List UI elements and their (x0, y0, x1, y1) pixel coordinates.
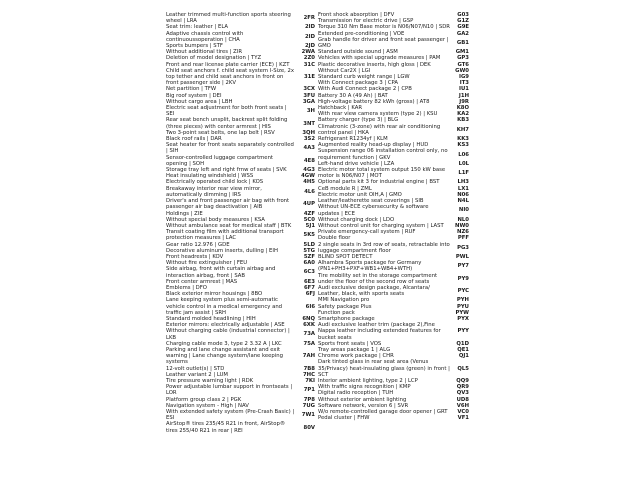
option-description: High-voltage battery 82 kWh (gross) | AT8 (318, 98, 430, 105)
option-description: Chrome work package | CHR (318, 353, 394, 360)
option-description: Charging cable mode 3, type 2 3.32 A | LKC (166, 340, 282, 347)
option-description: Hatchback | KAR (318, 105, 362, 112)
option-description: Optional parts kit 3 for industrial engine | BST (318, 179, 440, 186)
option-code: GM1 (455, 49, 469, 56)
option-code: GW0 (455, 67, 469, 74)
option-code: NI0 (458, 207, 469, 214)
option-row (318, 242, 469, 254)
option-code: IU1 (459, 86, 469, 93)
option-row (166, 117, 315, 129)
option-description: Digital radio reception | TUH (318, 390, 394, 397)
option-row (166, 142, 315, 154)
option-code: 4E8 (304, 157, 315, 164)
option-row (166, 155, 315, 167)
option-description: Without charging cable (industrial connector) | LKB (166, 328, 290, 341)
option-code: LH3 (457, 179, 469, 186)
option-description: Big roof system | DEI (166, 92, 222, 99)
option-description: Transmission for electric drive | GSP (318, 18, 414, 25)
option-description: Side airbag, front with curtain airbag and interaction airbag, front | SAB (166, 266, 276, 279)
option-row (318, 167, 469, 179)
option-code: 6F7 (304, 284, 315, 291)
option-description: Emblems | DFO (166, 284, 207, 291)
option-description: CeB module R | ZML (318, 185, 372, 192)
option-code: PY9 (457, 275, 469, 282)
option-code: PYW (455, 309, 469, 316)
option-row (166, 266, 315, 278)
option-description: Augmented reality head-up display | HUD (318, 142, 429, 149)
option-code: 4ZF (303, 210, 315, 217)
option-code: GP3 (457, 55, 469, 62)
option-code: PYU (456, 303, 469, 310)
option-description: Double floor (318, 235, 351, 242)
option-row (166, 31, 315, 43)
option-description: 2 single seats in 3rd row of seats, retractable into luggage compartment floor (318, 241, 450, 254)
option-description: Tray areas package 1 | ALG (318, 346, 391, 353)
option-code: PWL (455, 253, 469, 260)
option-code: 2JD (304, 43, 315, 50)
option-description: Leather trimmed multi-function sports steering wheel | LRA (166, 12, 291, 25)
option-code: 3GA (302, 98, 315, 105)
option-code: 4UP (303, 201, 315, 208)
option-description: Battery charger (type 3) | BLG (318, 117, 399, 124)
option-code: 5J1 (305, 222, 315, 229)
option-code: QQ9 (456, 377, 469, 384)
option-code: 4A3 (303, 145, 315, 152)
option-description: Standard outside sound | ASM (318, 49, 398, 56)
option-description: Climatronic (3-zone) with rear air conditioning control panel | HKA (318, 123, 441, 136)
option-row (318, 285, 469, 297)
option-code: 3NT (303, 120, 315, 127)
option-code: G03 (457, 12, 469, 18)
option-code: 6I6 (305, 303, 315, 310)
option-description: Alhambra Sports package for Germany (PN1+PH3+PXF+WB1+WB4+WTH) (318, 260, 422, 273)
option-row (166, 297, 315, 316)
option-description: Adaptive chassis control with continuoussoperation | CHA (166, 30, 244, 43)
left-column (166, 12, 315, 434)
option-description: Without cargo area | LBH (166, 98, 233, 105)
option-code: N4L (457, 198, 469, 205)
option-row (166, 409, 315, 421)
option-code: N06 (457, 191, 469, 198)
option-code: VF1 (457, 415, 469, 422)
option-code: QV3 (456, 390, 469, 397)
option-description: Front headrests | KOV (166, 253, 224, 260)
option-description: Lane keeping system plus semi-automatic vehicle control in a medical emergency and traffic jam assist | SRH (166, 297, 283, 316)
option-description: Transit coating film with additional transport protection measures | LAC (166, 229, 284, 242)
option-description: Sensor-controlled luggage compartment opening | SOH (166, 154, 273, 167)
option-description: With traffic signs recognition | KMP (318, 384, 411, 391)
option-code: L0L (458, 160, 469, 167)
option-code: 2WA (301, 49, 315, 56)
option-code: 3FU (303, 92, 315, 99)
option-code: 4H5 (303, 179, 315, 186)
option-description: Front center armrest | MAS (166, 278, 238, 285)
option-code: GT6 (457, 61, 469, 68)
option-description: Pedal cluster | FHW (318, 415, 370, 422)
option-description: Navigation system - High | NAV (166, 402, 249, 409)
option-code: PYX (457, 315, 469, 322)
option-description: Torque 310 Nm Base motor is N06/N07/N10 | SDR (318, 24, 450, 31)
option-code: 5LD (303, 241, 315, 248)
option-description: Function pack (318, 309, 355, 316)
option-description: 12-volt outlet(s) | STD (166, 365, 225, 372)
option-code: VC0 (457, 409, 469, 415)
option-code: NW0 (455, 222, 469, 229)
option-description: Tire pressure warning light | RDK (166, 377, 254, 384)
option-code: PG3 (457, 244, 469, 251)
option-description: Two 3-point seat belts, one lap belt | RSV (166, 129, 275, 136)
option-code: QE1 (457, 346, 469, 353)
option-description: Storage tray left and right frnw of seats | SVK (166, 167, 287, 174)
option-code: GA2 (456, 30, 469, 37)
option-row (166, 68, 315, 87)
option-description: Without additional tires | ZIR (166, 49, 243, 56)
option-code: 6XK (303, 322, 315, 329)
option-row (318, 148, 469, 160)
option-description: Extended pre-conditioning | VOE (318, 30, 405, 37)
option-description: Seat trim: leather | ELA (166, 24, 229, 31)
option-row (166, 421, 315, 433)
option-description: Standard curb weight range | LGW (318, 74, 410, 81)
option-description: Power adjustable lumbar support in frontseats | LOR (166, 384, 293, 397)
option-description: Parking and lane change assistant and exit warning | Lane change system/lane keeping systems (166, 346, 283, 366)
option-row (318, 415, 469, 421)
option-row (318, 322, 469, 341)
option-code: 3H (306, 108, 315, 115)
option-code: V6H (456, 402, 469, 409)
option-code: PYH (456, 297, 469, 304)
option-description: Without special body measures | KSA (166, 216, 265, 223)
option-description: Black exterior mirror housings | 8BO (166, 291, 263, 298)
option-description: Platform group class 2 | PGK (166, 396, 242, 403)
option-code: 6A0 (303, 260, 315, 267)
option-code: L06 (458, 151, 469, 158)
option-description: Breakaway interior rear view mirror, automatically dimming | IRS (166, 185, 262, 198)
option-code: 3CX (303, 86, 315, 93)
option-row (166, 328, 315, 340)
option-code: KA2 (457, 111, 469, 118)
option-description: Audi exclusive design package, Alcantara/ Leather, black, with sports seats (318, 284, 430, 298)
option-description: Safety package Plus (318, 303, 372, 310)
option-code: KS3 (457, 142, 469, 149)
option-code: 7W1 (301, 412, 315, 419)
option-code: 31E (304, 74, 315, 81)
option-description: Black roof rails | DAR (166, 136, 222, 143)
option-code: GB1 (456, 39, 469, 46)
option-description: Smartphone package (318, 315, 375, 322)
option-code: 2ID (304, 33, 315, 40)
option-description: Gear ratio 12.976 | GDE (166, 241, 230, 248)
option-code: PYC (457, 288, 469, 295)
option-code: L1F (458, 170, 469, 177)
option-description: Interior ambient lighting, type 2 | LCP (318, 377, 418, 384)
option-description: AirStop® tires 235/45 R21 in front, AirStop® tires 255/40 R21 in rear | REI (166, 421, 286, 434)
option-code: 7UG (302, 402, 315, 409)
option-row (318, 359, 469, 378)
option-description: Without ambulance seat for medical staff | BTK (166, 222, 292, 229)
option-code: 5ZF (303, 253, 315, 260)
option-row (166, 347, 315, 366)
option-row (166, 229, 315, 241)
option-code: QR9 (456, 384, 469, 391)
option-description: Child seat anchors f. child seat system I-Size, 2x top tether and child seat anchors in front on front passenger side | 2KV (166, 67, 294, 87)
option-description: Standard molded headlining | HIH (166, 315, 256, 322)
option-code: 80V (303, 424, 315, 431)
option-code: 7P1 (303, 387, 315, 394)
option-code: IG9 (458, 74, 469, 81)
option-code: J9R (459, 98, 469, 105)
option-code: QL5 (457, 365, 469, 372)
option-code: 6FJ (305, 291, 315, 298)
option-row (166, 384, 315, 396)
right-column (318, 12, 469, 421)
option-description: With Audi Connect package 2 | CPB (318, 86, 412, 93)
option-code: 3QH (302, 129, 315, 136)
option-row (318, 37, 469, 49)
option-description: Decorative aluminum inserts, dulling | EIH (166, 247, 278, 254)
option-code: UD8 (456, 396, 469, 403)
option-code: 2Z0 (303, 55, 315, 62)
option-description: Electrically operated child lock | KOS (166, 179, 264, 186)
option-description: With extended safety system (Pre-Crash Basic) | ESI (166, 409, 295, 422)
option-code: 2ID (304, 24, 315, 31)
option-row (318, 260, 469, 272)
option-row (318, 124, 469, 136)
option-row (166, 12, 315, 24)
option-code: 5TG (303, 247, 315, 254)
option-description: Front and rear license plate carrier (ECE) | KZT (166, 61, 290, 68)
option-code: PFF (457, 235, 469, 242)
option-description: Leather variant 2 | LUM (166, 371, 228, 378)
option-code: PY7 (457, 263, 469, 270)
option-code: J1H (458, 92, 469, 99)
option-description: Sports bumpers | STF (166, 43, 223, 50)
option-code: 7KI (305, 377, 315, 384)
option-description: Sports front seats | VOS (318, 340, 382, 347)
option-description: MMI Navigation pro (318, 297, 370, 304)
option-code: KH7 (456, 126, 469, 133)
option-code: 6NQ (302, 315, 315, 322)
option-code: 4GW (301, 173, 315, 180)
option-code: G9E (457, 24, 469, 31)
option-code: K8O (456, 105, 469, 112)
option-code: 6C3 (303, 269, 315, 276)
option-description: Deletion of model designation | TYZ (166, 55, 262, 62)
option-code: PYY (457, 328, 469, 335)
option-code: 3S2 (303, 136, 315, 143)
option-code: NZ6 (457, 229, 469, 236)
option-description: Battery 30 A (49 Ah) | BAT (318, 92, 388, 99)
option-description: Plastic decorative inserts, high gloss | DEK (318, 61, 431, 68)
option-description: With rear view camera system (type 2) | KSU (318, 111, 438, 118)
option-row (318, 273, 469, 285)
option-description: Without UN-ECE cybersecurity & software updates | ECE (318, 204, 429, 217)
option-description: Driver's and front passenger air bag with front passenger air bag deactivation | AIB (166, 198, 290, 211)
option-code: 2FR (303, 15, 315, 22)
option-code: G1Z (457, 18, 469, 25)
option-code: 7B8 (303, 365, 315, 372)
option-description: BLIND SPOT DETECT (318, 253, 373, 260)
option-description: Without exterior ambient lighting (318, 396, 407, 403)
option-description: Suspension range 06 installation control only, no requirement function | GKV (318, 148, 448, 161)
option-code: IT3 (459, 80, 469, 87)
option-code: 4G3 (303, 167, 315, 174)
option-description: Rear seat bench unsplit, backrest split folding (three pieces) with center armrest | HIS (166, 117, 288, 130)
option-code: 7P8 (303, 396, 315, 403)
option-code: KK3 (457, 136, 469, 143)
option-description: W/o remote-controlled garage door opener | GRT (318, 409, 448, 415)
option-description: Software network, version 6 | SVR (318, 402, 409, 409)
option-row (318, 204, 469, 216)
option-description: Without charging dock | LDO (318, 216, 395, 223)
option-description: Seat heater for front seats separately controlled | SIH (166, 142, 294, 155)
option-description: Net partition | TFW (166, 86, 217, 93)
option-code: 31C (303, 61, 315, 68)
option-description: Refrigerant R1234yf | KLM (318, 136, 388, 143)
option-description: Electric motor unit OIH,A | GMO (318, 191, 402, 198)
option-code: 73A (303, 331, 315, 338)
option-code: Q1D (456, 340, 469, 347)
option-code: 6E3 (304, 278, 315, 285)
option-row (166, 198, 315, 210)
option-code: KB3 (457, 117, 469, 124)
option-description: Tire mobility set in the storage compartment under the floor of the second row of seats (318, 272, 438, 285)
option-description: Holdings | ZIE (166, 210, 203, 217)
option-description: Audi exclusive leather trim (package 2),Fine Nappa leather including extended features for bucket seats (318, 322, 441, 341)
option-description: Left-hand drive vehicle | LZA (318, 160, 395, 167)
option-code: 7AH (302, 353, 315, 360)
option-code: 5K5 (303, 232, 315, 239)
option-description: Heat insulating windshield | WSS (166, 173, 254, 180)
option-code: 5C0 (303, 216, 315, 223)
option-description: Leather/leatherette seat coverings | SIB (318, 198, 424, 205)
option-description: Dark tinted glass in rear seat area (Venus 35/Privacy) heat-insulating glass (green) in front | SCT (318, 359, 450, 378)
option-description: Without fire extinguisher | FEU (166, 260, 248, 267)
option-description: Electric motor total system output 150 kW base motor is N06/N07 | MOT (318, 167, 446, 180)
option-row (166, 186, 315, 198)
option-description: Grab handle for driver and front seat passenger | GMO (318, 36, 449, 50)
option-description: Electric seat adjustment for both front seats | SEI (166, 105, 287, 118)
option-description: Exterior mirrors: electrically adjustable | ASE (166, 322, 285, 329)
option-code: NL0 (457, 216, 469, 223)
option-code: QJ1 (458, 353, 469, 360)
option-code: 75A (303, 340, 315, 347)
option-row (166, 105, 315, 117)
option-description: Without Car2X | LGI (318, 67, 371, 74)
option-code: LX1 (457, 185, 469, 192)
option-description: Front shock absorption | DFV (318, 12, 395, 18)
option-description: Without control unit for charging system | LAST (318, 222, 444, 229)
option-description: Vehicles with special upgrade measures | PAM (318, 55, 441, 62)
option-code: 4L6 (304, 188, 315, 195)
option-code: 7HC (302, 371, 315, 378)
option-description: With Connect package 3 | CPA (318, 80, 399, 87)
option-description: Private emergency-call system | RUF (318, 229, 416, 236)
